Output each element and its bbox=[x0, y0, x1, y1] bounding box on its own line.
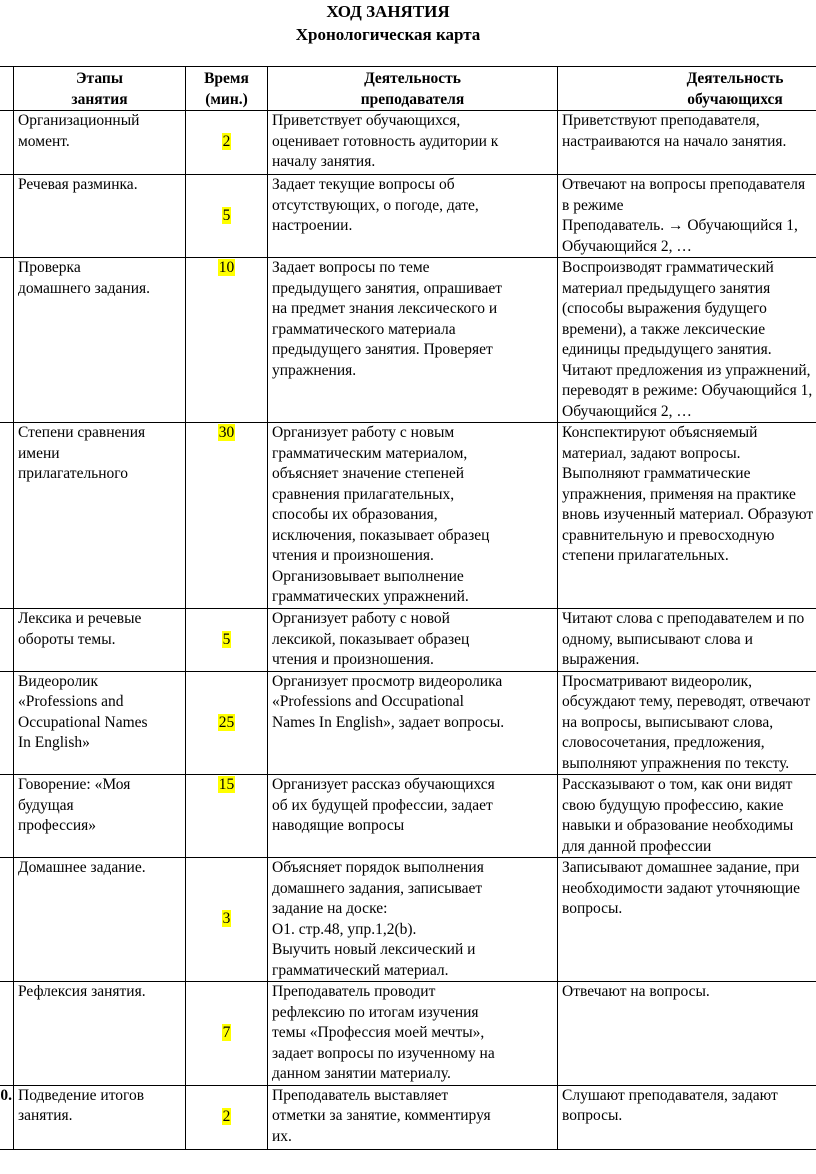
student-activity-cell-line: словосочетания, предложения, bbox=[562, 734, 765, 751]
stage-cell-line: профессия» bbox=[18, 817, 97, 834]
student-activity-cell-line: Читают слова с преподавателем и по bbox=[562, 610, 805, 627]
teacher-activity-cell-line: лексикой, показывает образец bbox=[272, 630, 470, 648]
stage-cell-line: Occupational Names bbox=[18, 713, 148, 731]
table-row bbox=[0, 671, 816, 775]
stage-cell-line: момент. bbox=[18, 132, 70, 150]
row-number bbox=[0, 175, 14, 258]
teacher-activity-cell-line: данном занятии материалу. bbox=[272, 1065, 451, 1082]
student-activity-cell-line: Отвечают на вопросы. bbox=[562, 983, 710, 1000]
student-activity-cell-line: Преподаватель. → Обучающийся 1, bbox=[562, 217, 798, 234]
time-cell bbox=[186, 1085, 268, 1149]
teacher-activity-cell-line: Организовывает выполнение bbox=[272, 567, 464, 585]
student-activity-cell bbox=[558, 175, 816, 258]
stage-cell-line: Проверка bbox=[18, 259, 81, 276]
row-number bbox=[0, 609, 14, 672]
teacher-activity-cell bbox=[268, 423, 558, 609]
teacher-activity-cell bbox=[268, 858, 558, 982]
stage-cell bbox=[14, 775, 186, 858]
stage-cell bbox=[14, 609, 186, 672]
stage-cell-line: Лексика и речевые bbox=[18, 610, 142, 627]
student-activity-cell bbox=[558, 775, 816, 858]
student-activity-cell-line: выражения. bbox=[562, 651, 640, 668]
teacher-activity-cell-line: предыдущего занятия, опрашивает bbox=[272, 279, 502, 297]
stage-cell bbox=[14, 111, 186, 175]
student-activity-cell bbox=[558, 423, 816, 609]
teacher-activity-cell-line: грамматический материал. bbox=[272, 961, 449, 979]
header-teacher-activity: Деятельность преподавателя bbox=[268, 67, 558, 111]
time-cell bbox=[186, 775, 268, 858]
student-activity-cell-line: на вопросы, выписывают слова, bbox=[562, 713, 774, 731]
time-value-highlight: 15 bbox=[218, 776, 235, 793]
student-activity-cell-line: Записывают домашнее задание, при bbox=[562, 859, 800, 876]
row-number bbox=[0, 858, 14, 982]
row-number bbox=[0, 775, 14, 858]
stage-cell bbox=[14, 982, 186, 1086]
table-row bbox=[0, 111, 816, 175]
student-activity-cell-line: Читают предложения из упражнений, bbox=[562, 361, 811, 379]
row-number: 0. bbox=[0, 1085, 14, 1149]
stage-cell-line: «Professions and bbox=[18, 693, 124, 710]
stage-cell-line: занятия. bbox=[18, 1107, 73, 1124]
teacher-activity-cell-line: Приветствует обучающихся, bbox=[272, 112, 461, 129]
stage-cell-line: In English» bbox=[18, 734, 90, 751]
student-activity-cell-line: Слушают преподавателя, задают bbox=[562, 1086, 778, 1104]
student-activity-cell bbox=[558, 858, 816, 982]
stage-cell bbox=[14, 175, 186, 258]
student-activity-cell-line: Отвечают на вопросы преподавателя bbox=[562, 176, 806, 193]
stage-cell bbox=[14, 671, 186, 775]
table-row bbox=[0, 775, 816, 858]
teacher-activity-cell-line: грамматических упражнений. bbox=[272, 588, 469, 605]
teacher-activity-cell-line: предыдущего занятия. Проверяет bbox=[272, 341, 493, 358]
teacher-activity-cell bbox=[268, 775, 558, 858]
header-student-activity: Деятельность обучающихся bbox=[558, 67, 816, 111]
row-number bbox=[0, 423, 14, 609]
student-activity-cell-line: необходимости задают уточняющие bbox=[562, 879, 801, 897]
teacher-activity-cell-line: на предмет знания лексического и bbox=[272, 300, 498, 317]
teacher-activity-cell-line: домашнего задания, записывает bbox=[272, 879, 483, 897]
student-activity-cell-line: единицы предыдущего занятия. bbox=[562, 341, 772, 358]
teacher-activity-cell-line: Организует рассказ обучающихся bbox=[272, 776, 495, 793]
table-row bbox=[0, 982, 816, 1086]
student-activity-cell-line: упражнения, применяя на практике bbox=[562, 485, 796, 503]
teacher-activity-cell-line: грамматическим материалом, bbox=[272, 444, 468, 462]
student-activity-cell-line: степени прилагательных. bbox=[562, 547, 729, 564]
time-cell bbox=[186, 423, 268, 609]
row-number bbox=[0, 258, 14, 423]
teacher-activity-cell-line: рефлексию по итогам изучения bbox=[272, 1003, 479, 1021]
teacher-activity-cell-line: темы «Профессия моей мечты», bbox=[272, 1024, 485, 1041]
stage-cell-line: Домашнее задание. bbox=[18, 859, 146, 876]
table-row bbox=[0, 1085, 816, 1149]
teacher-activity-cell bbox=[268, 111, 558, 175]
page-subtitle: Хронологическая карта bbox=[295, 25, 481, 44]
teacher-activity-cell bbox=[268, 609, 558, 672]
time-cell bbox=[186, 258, 268, 423]
time-value-highlight: 7 bbox=[222, 1024, 231, 1041]
table-row bbox=[0, 858, 816, 982]
header-stage: Этапы занятия bbox=[14, 67, 186, 111]
time-value-highlight: 10 bbox=[218, 259, 235, 276]
stage-cell-line: домашнего задания. bbox=[18, 279, 150, 297]
teacher-activity-cell bbox=[268, 671, 558, 775]
teacher-activity-cell-line: Преподаватель проводит bbox=[272, 983, 436, 1000]
teacher-activity-cell-line: отсутствующих, о погоде, дате, bbox=[272, 196, 479, 214]
student-activity-cell-line: выполняют упражнения по тексту. bbox=[562, 754, 790, 772]
student-activity-cell-line: вновь изученный материал. Образуют bbox=[562, 506, 814, 523]
stage-cell-line: Степени сравнения bbox=[18, 424, 146, 441]
student-activity-cell bbox=[558, 1085, 816, 1149]
time-cell bbox=[186, 609, 268, 672]
time-value-highlight: 25 bbox=[218, 713, 235, 731]
teacher-activity-cell-line: Преподаватель выставляет bbox=[272, 1086, 449, 1104]
teacher-activity-cell-line: «Professions and Occupational bbox=[272, 693, 464, 710]
student-activity-cell bbox=[558, 258, 816, 423]
teacher-activity-cell-line: Задает вопросы по теме bbox=[272, 259, 430, 276]
chronological-table bbox=[0, 66, 816, 1150]
student-activity-cell-line: обсуждают тему, переводят, отвечают bbox=[562, 693, 811, 710]
student-activity-cell-line: для данной профессии bbox=[562, 837, 712, 855]
teacher-activity-cell-line: оценивает готовность аудитории к bbox=[272, 132, 499, 150]
row-number bbox=[0, 111, 14, 175]
time-value-highlight: 5 bbox=[222, 630, 231, 648]
student-activity-cell bbox=[558, 111, 816, 175]
stage-cell-line: Говорение: «Моя bbox=[18, 776, 131, 793]
student-activity-cell-line: Приветствуют преподавателя, bbox=[562, 112, 760, 129]
time-value-highlight: 2 bbox=[222, 1107, 231, 1125]
teacher-activity-cell-line: упражнения. bbox=[272, 361, 357, 379]
table-header-row bbox=[0, 67, 816, 111]
stage-cell bbox=[14, 1085, 186, 1149]
teacher-activity-cell-line: чтения и произношения. bbox=[272, 547, 434, 564]
time-cell bbox=[186, 671, 268, 775]
student-activity-cell bbox=[558, 982, 816, 1086]
teacher-activity-cell-line: задание на доске: bbox=[272, 900, 388, 917]
stage-cell-line: имени bbox=[18, 444, 60, 462]
header-time: Время (мин.) bbox=[186, 67, 268, 111]
teacher-activity-cell-line: задает вопросы по изученному на bbox=[272, 1044, 495, 1062]
student-activity-cell-line: Конспектируют объясняемый bbox=[562, 424, 758, 441]
teacher-activity-cell bbox=[268, 258, 558, 423]
student-activity-cell-line: Рассказывают о том, как они видят bbox=[562, 776, 793, 793]
table-row bbox=[0, 609, 816, 672]
student-activity-cell-line: свою будущую профессию, какие bbox=[562, 796, 784, 814]
stage-cell-line: Подведение итогов bbox=[18, 1086, 145, 1104]
student-activity-cell-line: Обучающийся 2, … bbox=[562, 237, 692, 255]
student-activity-cell-line: переводят в режиме: Обучающийся 1, bbox=[562, 382, 813, 399]
teacher-activity-cell-line: Организует просмотр видеоролика bbox=[272, 672, 503, 690]
student-activity-cell-line: Просматривают видеоролик, bbox=[562, 672, 753, 690]
stage-cell-line: обороты темы. bbox=[18, 630, 116, 648]
student-activity-cell-line: навыки и образование необходимы bbox=[562, 817, 794, 834]
student-activity-cell-line: Воспроизводят грамматический bbox=[562, 259, 774, 276]
student-activity-cell-line: материал предыдущего занятия bbox=[562, 279, 771, 297]
student-activity-cell bbox=[558, 671, 816, 775]
time-cell bbox=[186, 111, 268, 175]
table-row bbox=[0, 258, 816, 423]
time-cell bbox=[186, 982, 268, 1086]
time-value-highlight: 3 bbox=[222, 910, 231, 928]
student-activity-cell-line: (способы выражения будущего bbox=[562, 300, 767, 317]
teacher-activity-cell-line: грамматического материала bbox=[272, 320, 456, 338]
stage-cell-line: Речевая разминка. bbox=[18, 176, 138, 193]
student-activity-cell-line: времени), а также лексические bbox=[562, 320, 766, 338]
student-activity-cell bbox=[558, 609, 816, 672]
stage-cell-line: прилагательного bbox=[18, 465, 129, 482]
teacher-activity-cell bbox=[268, 175, 558, 258]
table-row bbox=[0, 423, 816, 609]
student-activity-cell-line: вопросы. bbox=[562, 900, 623, 917]
stage-cell bbox=[14, 423, 186, 609]
teacher-activity-cell bbox=[268, 982, 558, 1086]
teacher-activity-cell bbox=[268, 1085, 558, 1149]
teacher-activity-cell-line: настроении. bbox=[272, 217, 353, 234]
student-activity-cell-line: одному, выписывают слова и bbox=[562, 630, 753, 648]
time-value-highlight: 2 bbox=[222, 133, 231, 151]
student-activity-cell-line: настраиваются на начало занятия. bbox=[562, 132, 787, 150]
stage-cell bbox=[14, 858, 186, 982]
teacher-activity-cell-line: началу занятия. bbox=[272, 153, 376, 170]
header-number bbox=[0, 67, 14, 111]
stage-cell-line: Видеоролик bbox=[18, 672, 99, 690]
teacher-activity-cell-line: объясняет значение степеней bbox=[272, 465, 465, 482]
row-number bbox=[0, 671, 14, 775]
student-activity-cell-line: вопросы. bbox=[562, 1107, 623, 1124]
student-activity-cell-line: сравнительную и превосходную bbox=[562, 526, 775, 544]
teacher-activity-cell-line: Names In English», задает вопросы. bbox=[272, 713, 505, 731]
time-cell bbox=[186, 175, 268, 258]
page-title: ХОД ЗАНЯТИЯ bbox=[326, 2, 450, 21]
teacher-activity-cell-line: их. bbox=[272, 1127, 292, 1145]
student-activity-cell-line: материал, задают вопросы. bbox=[562, 444, 741, 462]
time-value-highlight: 30 bbox=[218, 424, 235, 441]
teacher-activity-cell-line: исключения, показывает образец bbox=[272, 526, 490, 544]
row-number bbox=[0, 982, 14, 1086]
stage-cell-line: Организационный bbox=[18, 112, 140, 129]
teacher-activity-cell-line: Выучить новый лексический и bbox=[272, 941, 476, 958]
time-value-highlight: 5 bbox=[222, 206, 231, 224]
teacher-activity-cell-line: сравнения прилагательных, bbox=[272, 485, 455, 503]
table-row bbox=[0, 175, 816, 258]
time-cell bbox=[186, 858, 268, 982]
student-activity-cell-line: Обучающийся 2, … bbox=[562, 402, 692, 420]
teacher-activity-cell-line: чтения и произношения. bbox=[272, 651, 434, 668]
teacher-activity-cell-line: способы их образования, bbox=[272, 506, 438, 523]
teacher-activity-cell-line: Объясняет порядок выполнения bbox=[272, 859, 484, 876]
teacher-activity-cell-line: наводящие вопросы bbox=[272, 817, 405, 834]
stage-cell bbox=[14, 258, 186, 423]
teacher-activity-cell-line: О1. стр.48, упр.1,2(b). bbox=[272, 920, 417, 938]
student-activity-cell-line: в режиме bbox=[562, 196, 624, 214]
teacher-activity-cell-line: Задает текущие вопросы об bbox=[272, 176, 455, 193]
stage-cell-line: Рефлексия занятия. bbox=[18, 983, 146, 1000]
teacher-activity-cell-line: Организует работу с новым bbox=[272, 424, 455, 441]
teacher-activity-cell-line: отметки за занятие, комментируя bbox=[272, 1107, 491, 1124]
teacher-activity-cell-line: Организует работу с новой bbox=[272, 610, 450, 627]
stage-cell-line: будущая bbox=[18, 796, 74, 814]
student-activity-cell-line: Выполняют грамматические bbox=[562, 465, 751, 482]
teacher-activity-cell-line: об их будущей профессии, задает bbox=[272, 796, 493, 814]
